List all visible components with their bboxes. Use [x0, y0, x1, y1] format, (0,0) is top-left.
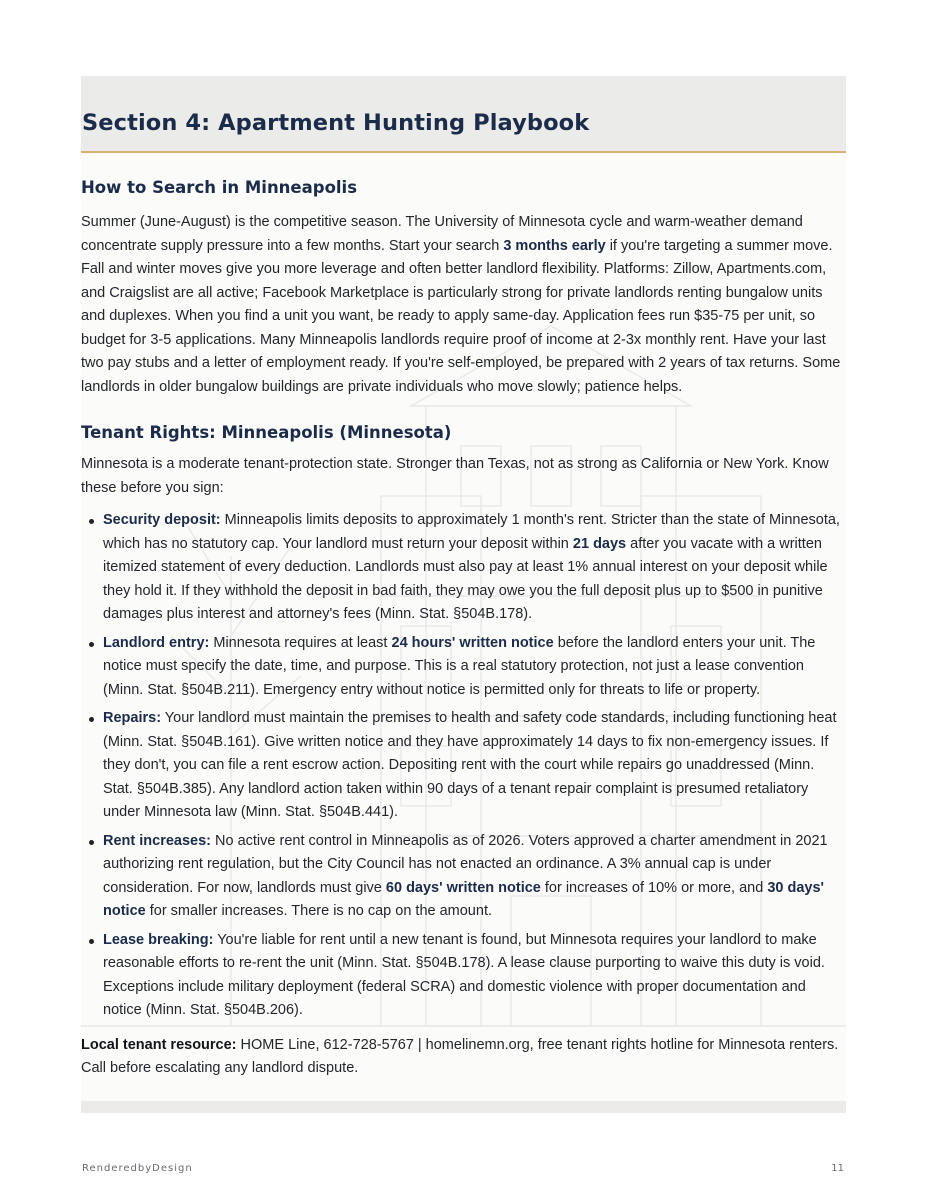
tenant-rights-heading: Tenant Rights: Minneapolis (Minnesota) — [81, 423, 452, 442]
list-item-repairs: Repairs: Your landlord must maintain the premises to health and safety code standards, including functioning heat (Minn. Stat. §504B.161). Give written notice and they have approximately 14 days to fix non-emergency issues. If they don't, you can file a rent escrow action. Depositing rent with the court while repairs go unaddressed (Minn. Stat. §504B.385). Any landlord action taken within 90 days of a tenant repair complaint is presumed retaliatory under Minnesota law (Minn. Stat. §504B.441). — [81, 707, 846, 825]
list-item-security-deposit: Security deposit: Minneapolis limits deposits to approximately 1 month's rent. Stricter than the state of Minnesota, which has no statutory cap. Your landlord must return your deposit within 21 days after you vacate with a written itemized statement of every deduction. Landlords must also pay at least 1% annual interest on your deposit while they hold it. If they withhold the deposit in bad faith, they may owe you the full deposit plus up to $500 in punitive damages plus interest and attorney's fees (Minn. Stat. §504B.178). — [81, 509, 846, 627]
search-paragraph: Summer (June-August) is the competitive season. The University of Minnesota cycle and warm-weather demand concentrate supply pressure into a few months. Start your search 3 months early if you're targeting a summer move. Fall and winter moves give you more leverage and often better landlord flexibility. Platforms: Zillow, Apartments.com, and Craigslist are all active; Facebook Marketplace is particularly strong for private landlords renting bungalow units and duplexes. When you find a unit you want, be ready to apply same-day. Application fees run $35-75 per unit, so budget for 3-5 applications. Many Minneapolis landlords require proof of income at 2-3x monthly rent. Have your last two pay stubs and a letter of employment ready. If you're self-employed, be prepared with 2 years of tax returns. Some landlords in older bungalow buildings are private individuals who move slowly; patience helps. — [81, 214, 841, 395]
bullet-icon — [89, 717, 94, 722]
main-content — [81, 172, 846, 1081]
tenant-rights-intro: Minnesota is a moderate tenant-protection state. Stronger than Texas, not as strong as California or New York. Know these before you sign: — [81, 456, 829, 496]
emphasis-3-months: 3 months early — [503, 237, 606, 254]
list-item-rent-increases: Rent increases: No active rent control in Minneapolis as of 2026. Voters approved a charter amendment in 2021 authorizing rent regulation, but the City Council has not enacted an ordinance. A 3% annual cap is under consideration. For now, landlords must give 60 days' written notice for increases of 10% or more, and 30 days' notice for smaller increases. There is no cap on the amount. — [81, 830, 846, 924]
bullet-icon — [89, 840, 94, 845]
tenant-rights-list — [81, 509, 846, 1023]
list-item-landlord-entry: Landlord entry: Minnesota requires at least 24 hours' written notice before the landlord enters your unit. The notice must specify the date, time, and purpose. This is a real statutory protection, not just a lease convention (Minn. Stat. §504B.211). Emergency entry without notice is permitted only for threats to life or property. — [81, 632, 846, 703]
page-number: 11 — [831, 1163, 844, 1174]
bullet-icon — [89, 519, 94, 524]
search-heading: How to Search in Minneapolis — [81, 178, 358, 197]
footer-brand: RenderedbyDesign — [82, 1163, 193, 1174]
local-tenant-resource: Local tenant resource: HOME Line, 612-728-5767 | homelinemn.org, free tenant rights hotline for Minnesota renters. Call before escalating any landlord dispute. — [81, 1036, 839, 1076]
bullet-icon — [89, 939, 94, 944]
bullet-icon — [89, 642, 94, 647]
list-item-lease-breaking: Lease breaking: You're liable for rent until a new tenant is found, but Minnesota requires your landlord to make reasonable efforts to re-rent the unit (Minn. Stat. §504B.178). A lease clause purporting to waive this duty is void. Exceptions include military deployment (federal SCRA) and domestic violence with proper documentation and notice (Minn. Stat. §504B.206). — [81, 929, 846, 1023]
panel-bottom-strip — [81, 1101, 846, 1113]
section-title: Section 4: Apartment Hunting Playbook — [82, 110, 590, 136]
